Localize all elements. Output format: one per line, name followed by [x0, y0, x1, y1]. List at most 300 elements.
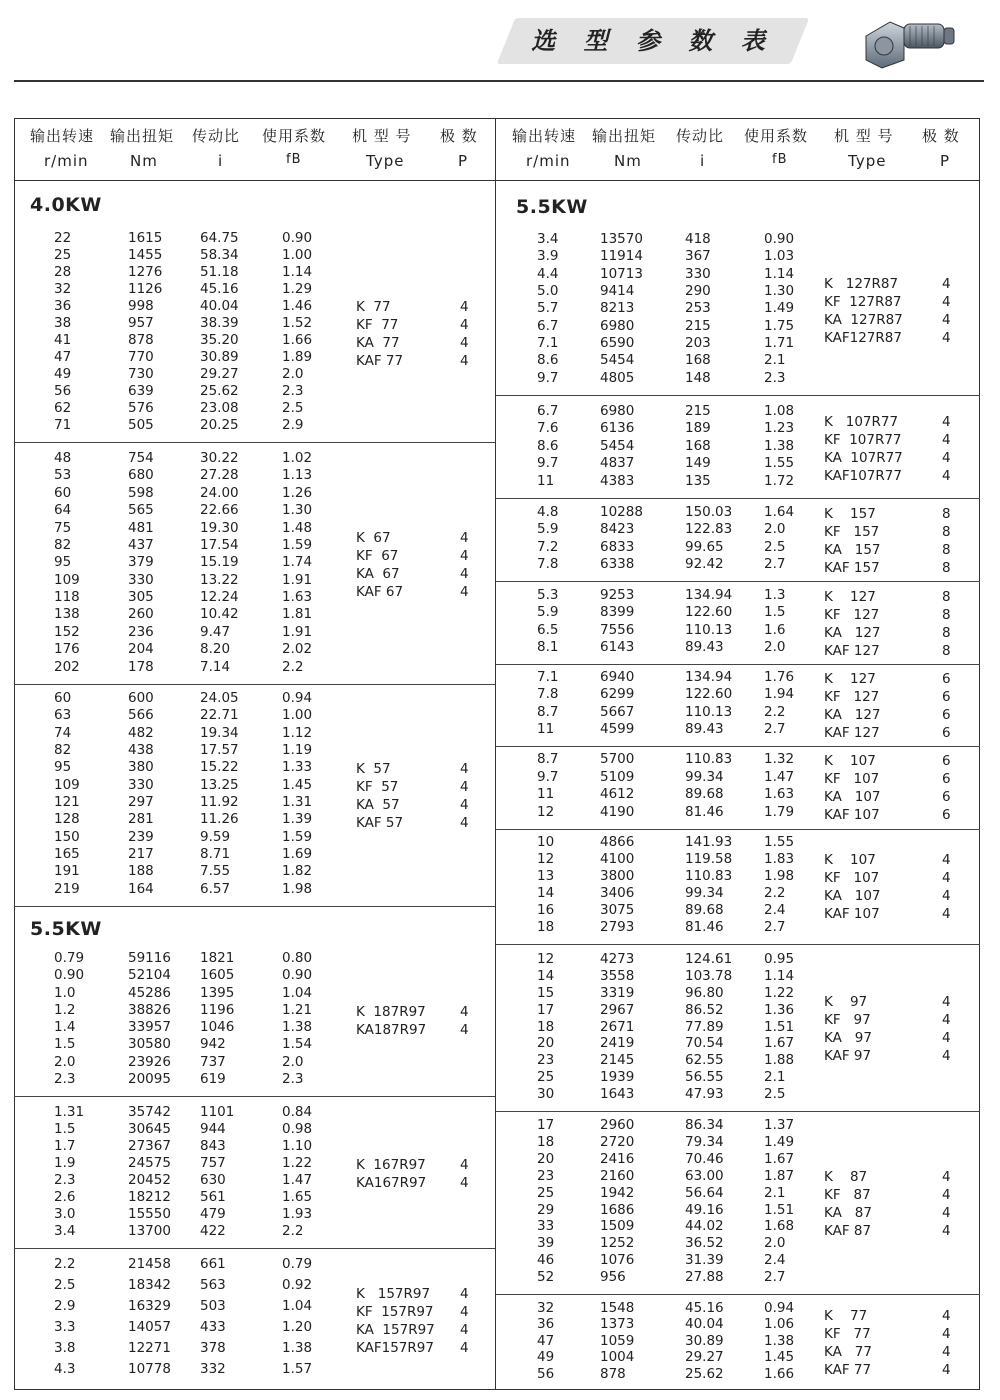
factor-cell: 0.98	[282, 1121, 313, 1137]
factor-cell: 1.00	[282, 707, 313, 724]
torque-cell: 13700	[128, 1223, 171, 1239]
type-cell: KA 127	[824, 706, 881, 723]
type-cell: KF 77	[824, 1326, 871, 1342]
torque-cell: 878	[600, 1365, 626, 1382]
speed-cell: 2.2	[54, 1256, 76, 1272]
factor-cell: 2.4	[764, 1252, 786, 1269]
speed-cell: 11	[537, 786, 555, 802]
ratio-cell: 86.52	[685, 1001, 724, 1018]
ratio-cell: 110.83	[685, 751, 733, 767]
ratio-cell: 79.34	[685, 1133, 724, 1150]
type-cell: KF 97	[824, 1012, 871, 1028]
ratio-cell: 56.55	[685, 1069, 724, 1086]
torque-cell: 2419	[600, 1035, 635, 1052]
ratio-cell: 19.34	[200, 724, 239, 741]
torque-cell: 1615	[128, 230, 163, 246]
speed-cell: 12	[537, 803, 555, 820]
poles-cell: 4	[460, 797, 469, 813]
factor-cell: 2.1	[764, 352, 786, 369]
type-cell: K 157R97	[356, 1286, 431, 1302]
speed-cell: 1.2	[54, 1001, 76, 1018]
speed-cell: 15	[537, 984, 555, 1001]
power-section-title: 5.5KW	[30, 918, 102, 940]
speed-cell: 7.1	[537, 669, 559, 685]
speed-cell: 56	[54, 383, 72, 399]
factor-cell: 1.94	[764, 686, 795, 703]
speed-cell: 38	[54, 315, 72, 331]
header-speed-en: r/min	[44, 152, 89, 170]
poles-cell: 8	[942, 588, 951, 605]
ratio-cell: 134.94	[685, 587, 733, 603]
header-ratio-cn: 传动比	[192, 127, 241, 145]
speed-cell: 46	[537, 1252, 555, 1269]
ratio-cell: 30.89	[200, 349, 239, 365]
power-section-title: 5.5KW	[516, 196, 588, 218]
speed-cell: 41	[54, 332, 72, 348]
factor-cell: 1.38	[764, 437, 795, 454]
type-cell: KA 157	[824, 541, 881, 558]
factor-cell: 0.90	[282, 967, 313, 984]
poles-cell: 4	[460, 1022, 469, 1038]
factor-cell: 1.98	[764, 868, 795, 884]
ratio-cell: 17.57	[200, 742, 239, 758]
speed-cell: 36	[537, 1316, 555, 1333]
ratio-cell: 1821	[200, 950, 235, 966]
speed-cell: 7.8	[537, 555, 559, 572]
ratio-cell: 168	[685, 352, 711, 369]
factor-cell: 2.4	[764, 902, 786, 918]
factor-cell: 2.1	[764, 1184, 786, 1201]
factor-cell: 1.74	[282, 554, 313, 571]
factor-cell: 1.59	[282, 536, 313, 553]
ratio-cell: 150.03	[685, 504, 733, 520]
speed-cell: 11	[537, 472, 555, 489]
torque-cell: 565	[128, 502, 154, 519]
torque-cell: 754	[128, 450, 154, 466]
type-cell: KF 67	[356, 548, 399, 564]
speed-cell: 6.7	[537, 317, 559, 334]
type-cell: K 107	[824, 852, 876, 868]
factor-cell: 1.3	[764, 587, 786, 603]
factor-cell: 1.67	[764, 1150, 795, 1167]
torque-cell: 260	[128, 606, 154, 623]
poles-cell: 8	[942, 523, 951, 540]
factor-cell: 1.6	[764, 621, 786, 638]
speed-cell: 95	[54, 554, 72, 571]
torque-cell: 998	[128, 298, 154, 314]
type-cell: KAF 87	[824, 1222, 872, 1239]
poles-cell: 6	[942, 771, 951, 787]
factor-cell: 1.30	[764, 283, 795, 299]
factor-cell: 1.66	[282, 332, 313, 348]
factor-cell: 1.04	[282, 1298, 313, 1314]
speed-cell: 12	[537, 851, 555, 867]
factor-cell: 1.45	[764, 1349, 795, 1366]
header-poles-en: P	[458, 152, 469, 170]
type-cell: K 77	[824, 1308, 868, 1324]
speed-cell: 7.6	[537, 420, 559, 437]
speed-cell: 36	[54, 298, 72, 314]
speed-cell: 4.8	[537, 504, 559, 520]
poles-cell: 6	[942, 706, 951, 723]
type-cell: KF 127R87	[824, 294, 902, 310]
speed-cell: 1.9	[54, 1155, 76, 1171]
speed-cell: 1.0	[54, 984, 76, 1001]
ratio-cell: 24.00	[200, 484, 239, 501]
ratio-cell: 89.68	[685, 902, 724, 918]
torque-cell: 20452	[128, 1172, 171, 1188]
poles-cell: 6	[942, 807, 951, 823]
speed-cell: 47	[537, 1332, 555, 1349]
speed-cell: 53	[54, 467, 72, 484]
ratio-cell: 38.39	[200, 315, 239, 331]
speed-cell: 7.2	[537, 538, 559, 555]
type-cell: KF 157	[824, 523, 880, 540]
factor-cell: 1.67	[764, 1035, 795, 1052]
speed-cell: 14	[537, 967, 555, 984]
factor-cell: 2.7	[764, 555, 786, 572]
ratio-cell: 330	[685, 265, 711, 282]
factor-cell: 2.3	[282, 1070, 304, 1087]
type-cell: KF 107	[824, 870, 880, 886]
header-torque-cn: 输出扭矩	[110, 127, 175, 145]
factor-cell: 0.90	[764, 231, 795, 247]
group-separator	[496, 1294, 980, 1295]
ratio-cell: 89.43	[685, 720, 724, 737]
factor-cell: 2.5	[764, 538, 786, 555]
header-factor-cn: 使用系数	[744, 127, 809, 145]
factor-cell: 1.37	[764, 1117, 795, 1133]
group-separator	[496, 944, 980, 945]
speed-cell: 25	[537, 1184, 555, 1201]
torque-cell: 281	[128, 811, 154, 828]
type-cell: KF 77	[356, 317, 399, 333]
ratio-cell: 40.04	[200, 298, 239, 314]
ratio-cell: 29.27	[685, 1349, 724, 1366]
factor-cell: 0.94	[764, 1300, 795, 1316]
factor-cell: 2.0	[764, 521, 786, 538]
torque-cell: 1509	[600, 1218, 635, 1235]
ratio-cell: 31.39	[685, 1252, 724, 1269]
factor-cell: 2.2	[282, 658, 304, 675]
poles-cell: 4	[942, 870, 951, 886]
poles-cell: 4	[942, 1168, 951, 1185]
torque-cell: 8399	[600, 604, 635, 621]
speed-cell: 12	[537, 951, 555, 967]
type-cell: K 127	[824, 670, 876, 687]
factor-cell: 2.7	[764, 720, 786, 737]
speed-cell: 3.8	[54, 1340, 76, 1356]
speed-cell: 1.5	[54, 1036, 76, 1053]
speed-cell: 2.9	[54, 1298, 76, 1314]
factor-cell: 1.46	[282, 298, 313, 314]
type-cell: KAF 77	[824, 1362, 872, 1378]
torque-cell: 598	[128, 484, 154, 501]
speed-cell: 176	[54, 641, 80, 658]
poles-cell: 4	[942, 312, 951, 328]
speed-cell: 48	[54, 450, 72, 466]
factor-cell: 2.5	[282, 400, 304, 416]
factor-cell: 1.81	[282, 606, 313, 623]
torque-cell: 1455	[128, 247, 163, 263]
ratio-cell: 122.60	[685, 604, 733, 621]
speed-cell: 23	[537, 1052, 555, 1069]
header-speed-cn: 输出转速	[512, 127, 577, 145]
poles-cell: 4	[942, 994, 951, 1010]
ratio-cell: 9.47	[200, 623, 231, 640]
speed-cell: 9.7	[537, 455, 559, 472]
torque-cell: 11914	[600, 248, 643, 265]
poles-cell: 6	[942, 753, 951, 769]
poles-cell: 8	[942, 505, 951, 522]
speed-cell: 6.5	[537, 621, 559, 638]
factor-cell: 1.91	[282, 571, 313, 588]
factor-cell: 2.7	[764, 919, 786, 935]
torque-cell: 1276	[128, 264, 163, 280]
factor-cell: 0.79	[282, 1256, 313, 1272]
torque-cell: 3406	[600, 885, 635, 901]
speed-cell: 1.4	[54, 1019, 76, 1035]
torque-cell: 505	[128, 417, 154, 433]
ratio-cell: 13.22	[200, 571, 239, 588]
speed-cell: 152	[54, 623, 80, 640]
ratio-cell: 661	[200, 1256, 226, 1272]
type-cell: KF 107R77	[824, 431, 902, 448]
header-poles-cn: 极 数	[440, 127, 478, 145]
speed-cell: 7.1	[537, 335, 559, 351]
speed-cell: 82	[54, 742, 72, 758]
factor-cell: 1.5	[764, 604, 786, 621]
torque-cell: 957	[128, 315, 154, 331]
factor-cell: 1.59	[282, 828, 313, 845]
factor-cell: 1.13	[282, 467, 313, 484]
torque-cell: 1942	[600, 1184, 635, 1201]
poles-cell: 4	[460, 335, 469, 351]
torque-cell: 27367	[128, 1138, 171, 1154]
poles-cell: 4	[942, 1222, 951, 1239]
type-cell: KAF157R97	[356, 1340, 434, 1356]
factor-cell: 2.0	[764, 1235, 786, 1252]
poles-cell: 4	[942, 1362, 951, 1378]
ratio-cell: 99.65	[685, 538, 724, 555]
ratio-cell: 203	[685, 335, 711, 351]
ratio-cell: 141.93	[685, 834, 733, 850]
torque-cell: 5454	[600, 437, 635, 454]
speed-cell: 49	[537, 1349, 555, 1366]
torque-cell: 18212	[128, 1189, 171, 1205]
group-separator	[14, 906, 495, 907]
poles-cell: 4	[942, 1344, 951, 1360]
speed-cell: 32	[537, 1300, 555, 1316]
type-cell: K 57	[356, 761, 391, 777]
factor-cell: 1.22	[282, 1155, 313, 1171]
speed-cell: 71	[54, 417, 72, 433]
ratio-cell: 7.14	[200, 658, 231, 675]
torque-cell: 1939	[600, 1069, 635, 1086]
type-cell: KA 67	[356, 566, 400, 582]
factor-cell: 2.2	[764, 885, 786, 901]
torque-cell: 2145	[600, 1052, 635, 1069]
ratio-cell: 96.80	[685, 984, 724, 1001]
factor-cell: 1.47	[764, 768, 795, 785]
factor-cell: 1.20	[282, 1319, 313, 1335]
ratio-cell: 47.93	[685, 1086, 724, 1103]
torque-cell: 330	[128, 776, 154, 793]
torque-cell: 6590	[600, 335, 635, 351]
torque-cell: 6833	[600, 538, 635, 555]
speed-cell: 5.9	[537, 521, 559, 538]
torque-cell: 3800	[600, 868, 635, 884]
factor-cell: 1.98	[282, 880, 313, 897]
torque-cell: 878	[128, 332, 154, 348]
factor-cell: 1.06	[764, 1316, 795, 1333]
ratio-cell: 15.22	[200, 759, 239, 776]
header-type-cn: 机 型 号	[834, 127, 894, 145]
ratio-cell: 1101	[200, 1104, 235, 1120]
poles-cell: 8	[942, 642, 951, 659]
speed-cell: 74	[54, 724, 72, 741]
type-cell: K 107	[824, 753, 876, 769]
ratio-cell: 27.28	[200, 467, 239, 484]
poles-cell: 4	[942, 1030, 951, 1046]
torque-cell: 680	[128, 467, 154, 484]
poles-cell: 4	[460, 1004, 469, 1020]
speed-cell: 95	[54, 759, 72, 776]
ratio-cell: 124.61	[685, 951, 733, 967]
type-cell: KA 107	[824, 789, 881, 805]
speed-cell: 150	[54, 828, 80, 845]
factor-cell: 1.57	[282, 1361, 313, 1377]
torque-cell: 217	[128, 846, 154, 862]
ratio-cell: 29.27	[200, 366, 239, 382]
ratio-cell: 30.22	[200, 450, 239, 466]
factor-cell: 1.51	[764, 1201, 795, 1218]
type-cell: KAF 127	[824, 642, 880, 659]
poles-cell: 4	[942, 852, 951, 868]
type-cell: KAF 77	[356, 353, 404, 369]
header-torque-en: Nm	[130, 152, 158, 170]
type-cell: KA 127R87	[824, 312, 903, 328]
torque-cell: 204	[128, 641, 154, 658]
speed-cell: 49	[54, 366, 72, 382]
speed-cell: 3.4	[54, 1223, 76, 1239]
ratio-cell: 757	[200, 1155, 226, 1171]
poles-cell: 6	[942, 724, 951, 741]
torque-cell: 482	[128, 724, 154, 741]
header-speed-cn: 输出转速	[30, 127, 95, 145]
speed-cell: 2.0	[54, 1053, 76, 1070]
poles-cell: 4	[460, 761, 469, 777]
speed-cell: 118	[54, 589, 80, 606]
ratio-cell: 630	[200, 1172, 226, 1188]
poles-cell: 4	[460, 530, 469, 546]
ratio-cell: 70.54	[685, 1035, 724, 1052]
speed-cell: 1.5	[54, 1121, 76, 1137]
type-cell: KAF107R77	[824, 467, 902, 484]
ratio-cell: 6.57	[200, 880, 231, 897]
ratio-cell: 561	[200, 1189, 226, 1205]
right-header-rule	[496, 180, 980, 181]
factor-cell: 1.04	[282, 984, 313, 1001]
ratio-cell: 86.34	[685, 1117, 724, 1133]
torque-cell: 14057	[128, 1319, 171, 1335]
torque-cell: 2160	[600, 1167, 635, 1184]
speed-cell: 60	[54, 690, 72, 706]
factor-cell: 1.14	[282, 264, 313, 280]
poles-cell: 4	[460, 1175, 469, 1191]
factor-cell: 1.76	[764, 669, 795, 685]
factor-cell: 1.02	[282, 450, 313, 466]
page-title: 选 型 参 数 表	[531, 27, 775, 55]
speed-cell: 10	[537, 834, 555, 850]
factor-cell: 1.21	[282, 1001, 313, 1018]
poles-cell: 4	[460, 317, 469, 333]
speed-cell: 191	[54, 863, 80, 880]
speed-cell: 7.8	[537, 686, 559, 703]
factor-cell: 1.38	[764, 1332, 795, 1349]
factor-cell: 1.30	[282, 502, 313, 519]
ratio-cell: 418	[685, 231, 711, 247]
header-type-cn: 机 型 号	[352, 127, 412, 145]
torque-cell: 45286	[128, 984, 171, 1001]
factor-cell: 1.38	[282, 1019, 313, 1035]
torque-cell: 4383	[600, 472, 635, 489]
torque-cell: 380	[128, 759, 154, 776]
speed-cell: 28	[54, 264, 72, 280]
ratio-cell: 168	[685, 437, 711, 454]
torque-cell: 23926	[128, 1053, 171, 1070]
group-separator	[14, 684, 495, 685]
torque-cell: 3319	[600, 984, 635, 1001]
ratio-cell: 81.46	[685, 803, 724, 820]
header-speed-en: r/min	[526, 152, 571, 170]
speed-cell: 1.7	[54, 1138, 76, 1154]
factor-cell: 1.64	[764, 504, 795, 520]
ratio-cell: 22.66	[200, 502, 239, 519]
factor-cell: 1.55	[764, 834, 795, 850]
torque-cell: 639	[128, 383, 154, 399]
ratio-cell: 103.78	[685, 967, 733, 984]
torque-cell: 164	[128, 880, 154, 897]
ratio-cell: 737	[200, 1053, 226, 1070]
group-separator	[14, 442, 495, 443]
poles-cell: 4	[942, 888, 951, 904]
factor-cell: 0.84	[282, 1104, 313, 1120]
group-separator	[496, 1111, 980, 1112]
speed-cell: 60	[54, 484, 72, 501]
factor-cell: 2.3	[282, 383, 304, 399]
poles-cell: 6	[942, 670, 951, 687]
speed-cell: 63	[54, 707, 72, 724]
factor-cell: 2.7	[764, 1269, 786, 1286]
torque-cell: 12271	[128, 1340, 171, 1356]
torque-cell: 1059	[600, 1332, 635, 1349]
torque-cell: 9414	[600, 283, 635, 299]
speed-cell: 20	[537, 1035, 555, 1052]
ratio-cell: 134.94	[685, 669, 733, 685]
poles-cell: 4	[460, 584, 469, 600]
factor-cell: 1.93	[282, 1206, 313, 1222]
type-cell: KA 87	[824, 1204, 872, 1221]
factor-cell: 1.66	[764, 1365, 795, 1382]
ratio-cell: 149	[685, 455, 711, 472]
left-header-rule	[14, 180, 495, 181]
poles-cell: 4	[942, 1308, 951, 1324]
torque-cell: 5454	[600, 352, 635, 369]
factor-cell: 2.0	[764, 638, 786, 655]
torque-cell: 305	[128, 589, 154, 606]
torque-cell: 9253	[600, 587, 635, 603]
